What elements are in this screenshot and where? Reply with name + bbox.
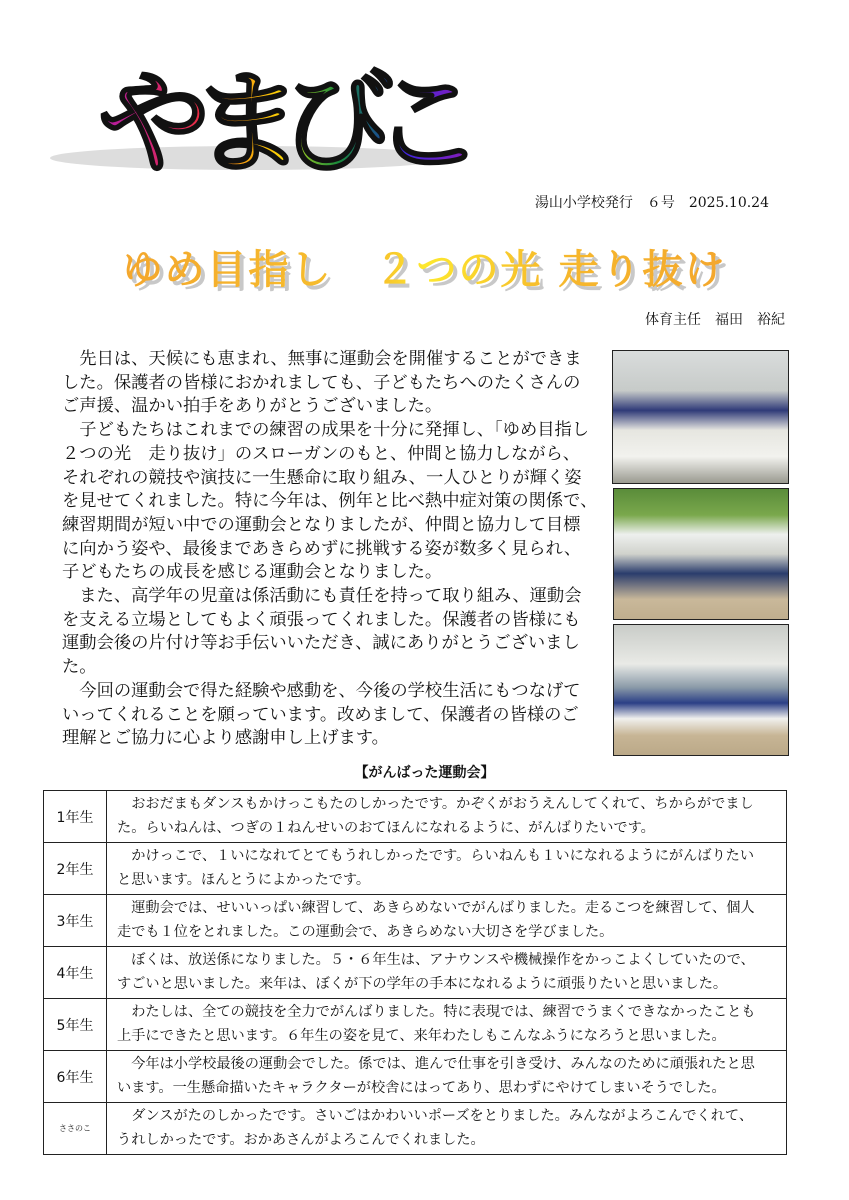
comment-line: 走でも１位をとれました。この運動会で、あきらめない大切さを学びました。	[117, 923, 614, 940]
comment-line: ダンスがたのしかったです。さいごはかわいいポーズをとりました。みんながよろこんでくれて、	[117, 1108, 754, 1124]
comment-line: 今年は小学校最後の運動会でした。係では、進んで仕事を引き受け、みんなのために頑張れたと思	[117, 1056, 755, 1072]
body-line: ２つの光 走り抜け」のスローガンのもと、仲間と協力しながら、	[62, 443, 581, 464]
photo-students-field	[613, 488, 789, 620]
photo-opening-ceremony	[612, 350, 789, 484]
author: 体育主任 福田 裕紀	[645, 312, 785, 328]
table-row	[44, 1103, 787, 1155]
body-line: した。保護者の皆様におかれましても、子どもたちへのたくさんの	[62, 372, 581, 393]
grade-comment	[107, 843, 787, 895]
table-row	[44, 895, 787, 947]
comment-line: た。らいねんは、つぎの１ねんせいのおてほんになれるように、がんばりたいです。	[117, 819, 655, 836]
comment-line: かけっこで、１いになれてとてもうれしかったです。らいねんも１いになれるようにがんばりたい	[117, 848, 755, 864]
comment-line: います。一生懸命描いたキャラクターが校舎にはってあり、思わずにやけてしまいそうでした。	[117, 1079, 726, 1096]
table-heading: 【がんばった運動会】	[354, 765, 495, 781]
comment-line: 運動会では、せいいっぱい練習して、あきらめないでがんばりました。走るこつを練習して、個人	[117, 900, 755, 916]
grade-comment	[107, 947, 787, 999]
grade-label: 2年生	[44, 843, 107, 895]
body-line: に向かう姿や、最後まであきらめずに挑戦する姿が数多く見られ、	[62, 538, 582, 559]
body-line: 今回の運動会で得た経験や感動を、今後の学校生活にもつなげて	[62, 680, 581, 701]
grade-label: 5年生	[44, 999, 107, 1051]
grade-label: 6年生	[44, 1051, 107, 1103]
body-line: を見せてくれました。特に今年は、例年と比べ熱中症対策の関係で、	[62, 491, 598, 512]
table-row	[44, 999, 787, 1051]
grade-comment	[107, 895, 787, 947]
comment-line: おおだまもダンスもかけっこもたのしかったです。かぞくがおうえんしてくれて、ちからがでまし	[117, 796, 754, 812]
comment-line: わたしは、全ての競技を全力でがんばりました。特に表現では、練習でうまくできなかったことも	[117, 1004, 756, 1020]
logo-char: や	[98, 59, 210, 189]
table-row	[44, 791, 787, 843]
logo-char: ま	[192, 59, 304, 189]
table-row	[44, 843, 787, 895]
table-row	[44, 947, 787, 999]
photo-group-performance	[613, 624, 789, 756]
comment-line: 上手にできたと思います。６年生の姿を見て、来年わたしもこんなふうになろうと思いました。	[117, 1027, 726, 1044]
grade-comment	[107, 999, 787, 1051]
body-line: を支える立場としてもよく頑張ってくれました。保護者の皆様にも	[62, 609, 581, 630]
grade-comment	[107, 791, 787, 843]
grade-comment	[107, 1051, 787, 1103]
body-line: いってくれることを願っています。改めまして、保護者の皆様のご	[62, 704, 579, 725]
comment-line: と思います。ほんとうによかったです。	[117, 871, 371, 888]
headline: ゆめ目指し ２つの光 走り抜け	[0, 238, 849, 295]
grade-comments-table	[43, 790, 787, 1155]
issue-info: 湯山小学校発行 ６号 2025.10.24	[534, 195, 769, 211]
comment-line: うれしかったです。おかあさんがよろこんでくれました。	[117, 1131, 485, 1148]
body-line: 練習期間が短い中での運動会となりましたが、仲間と協力して目標	[62, 514, 581, 535]
body-line: ご声援、温かい拍手をありがとうございました。	[62, 396, 443, 417]
comment-line: ぼくは、放送係になりました。５・６年生は、アナウンスや機械操作をかっこよくしていたので、	[117, 952, 755, 968]
logo-char: こ	[372, 59, 484, 189]
comment-line: すごいと思いました。来年は、ぼくが下の学年の手本になれるように頑張りたいと思いました。	[117, 975, 728, 992]
grade-label: ささのこ	[44, 1103, 107, 1155]
body-line: 先日は、天候にも恵まれ、無事に運動会を開催することができま	[62, 349, 582, 369]
body-line: 子どもたちはこれまでの練習の成果を十分に発揮し、「ゆめ目指し	[62, 420, 590, 441]
grade-comment	[107, 1103, 787, 1155]
body-line: 運動会後の片付け等お手伝いいただき、誠にありがとうございまし	[62, 633, 580, 654]
table-row	[44, 1051, 787, 1103]
grade-label: 1年生	[44, 791, 107, 843]
grade-label: 4年生	[44, 947, 107, 999]
body-line: また、高学年の児童は係活動にも責任を持って取り組み、運動会	[62, 586, 582, 607]
masthead-logo	[50, 40, 484, 190]
article-body	[62, 348, 598, 751]
grade-label: 3年生	[44, 895, 107, 947]
body-line: た。	[62, 657, 97, 678]
body-line: 子どもたちの成長を感じる運動会となりました。	[62, 562, 443, 583]
body-line: それぞれの競技や演技に一生懸命に取り組み、一人ひとりが輝く姿	[62, 467, 582, 488]
body-line: 理解とご協力に心より感謝申し上げます。	[62, 728, 389, 749]
logo-char: び	[282, 59, 394, 189]
